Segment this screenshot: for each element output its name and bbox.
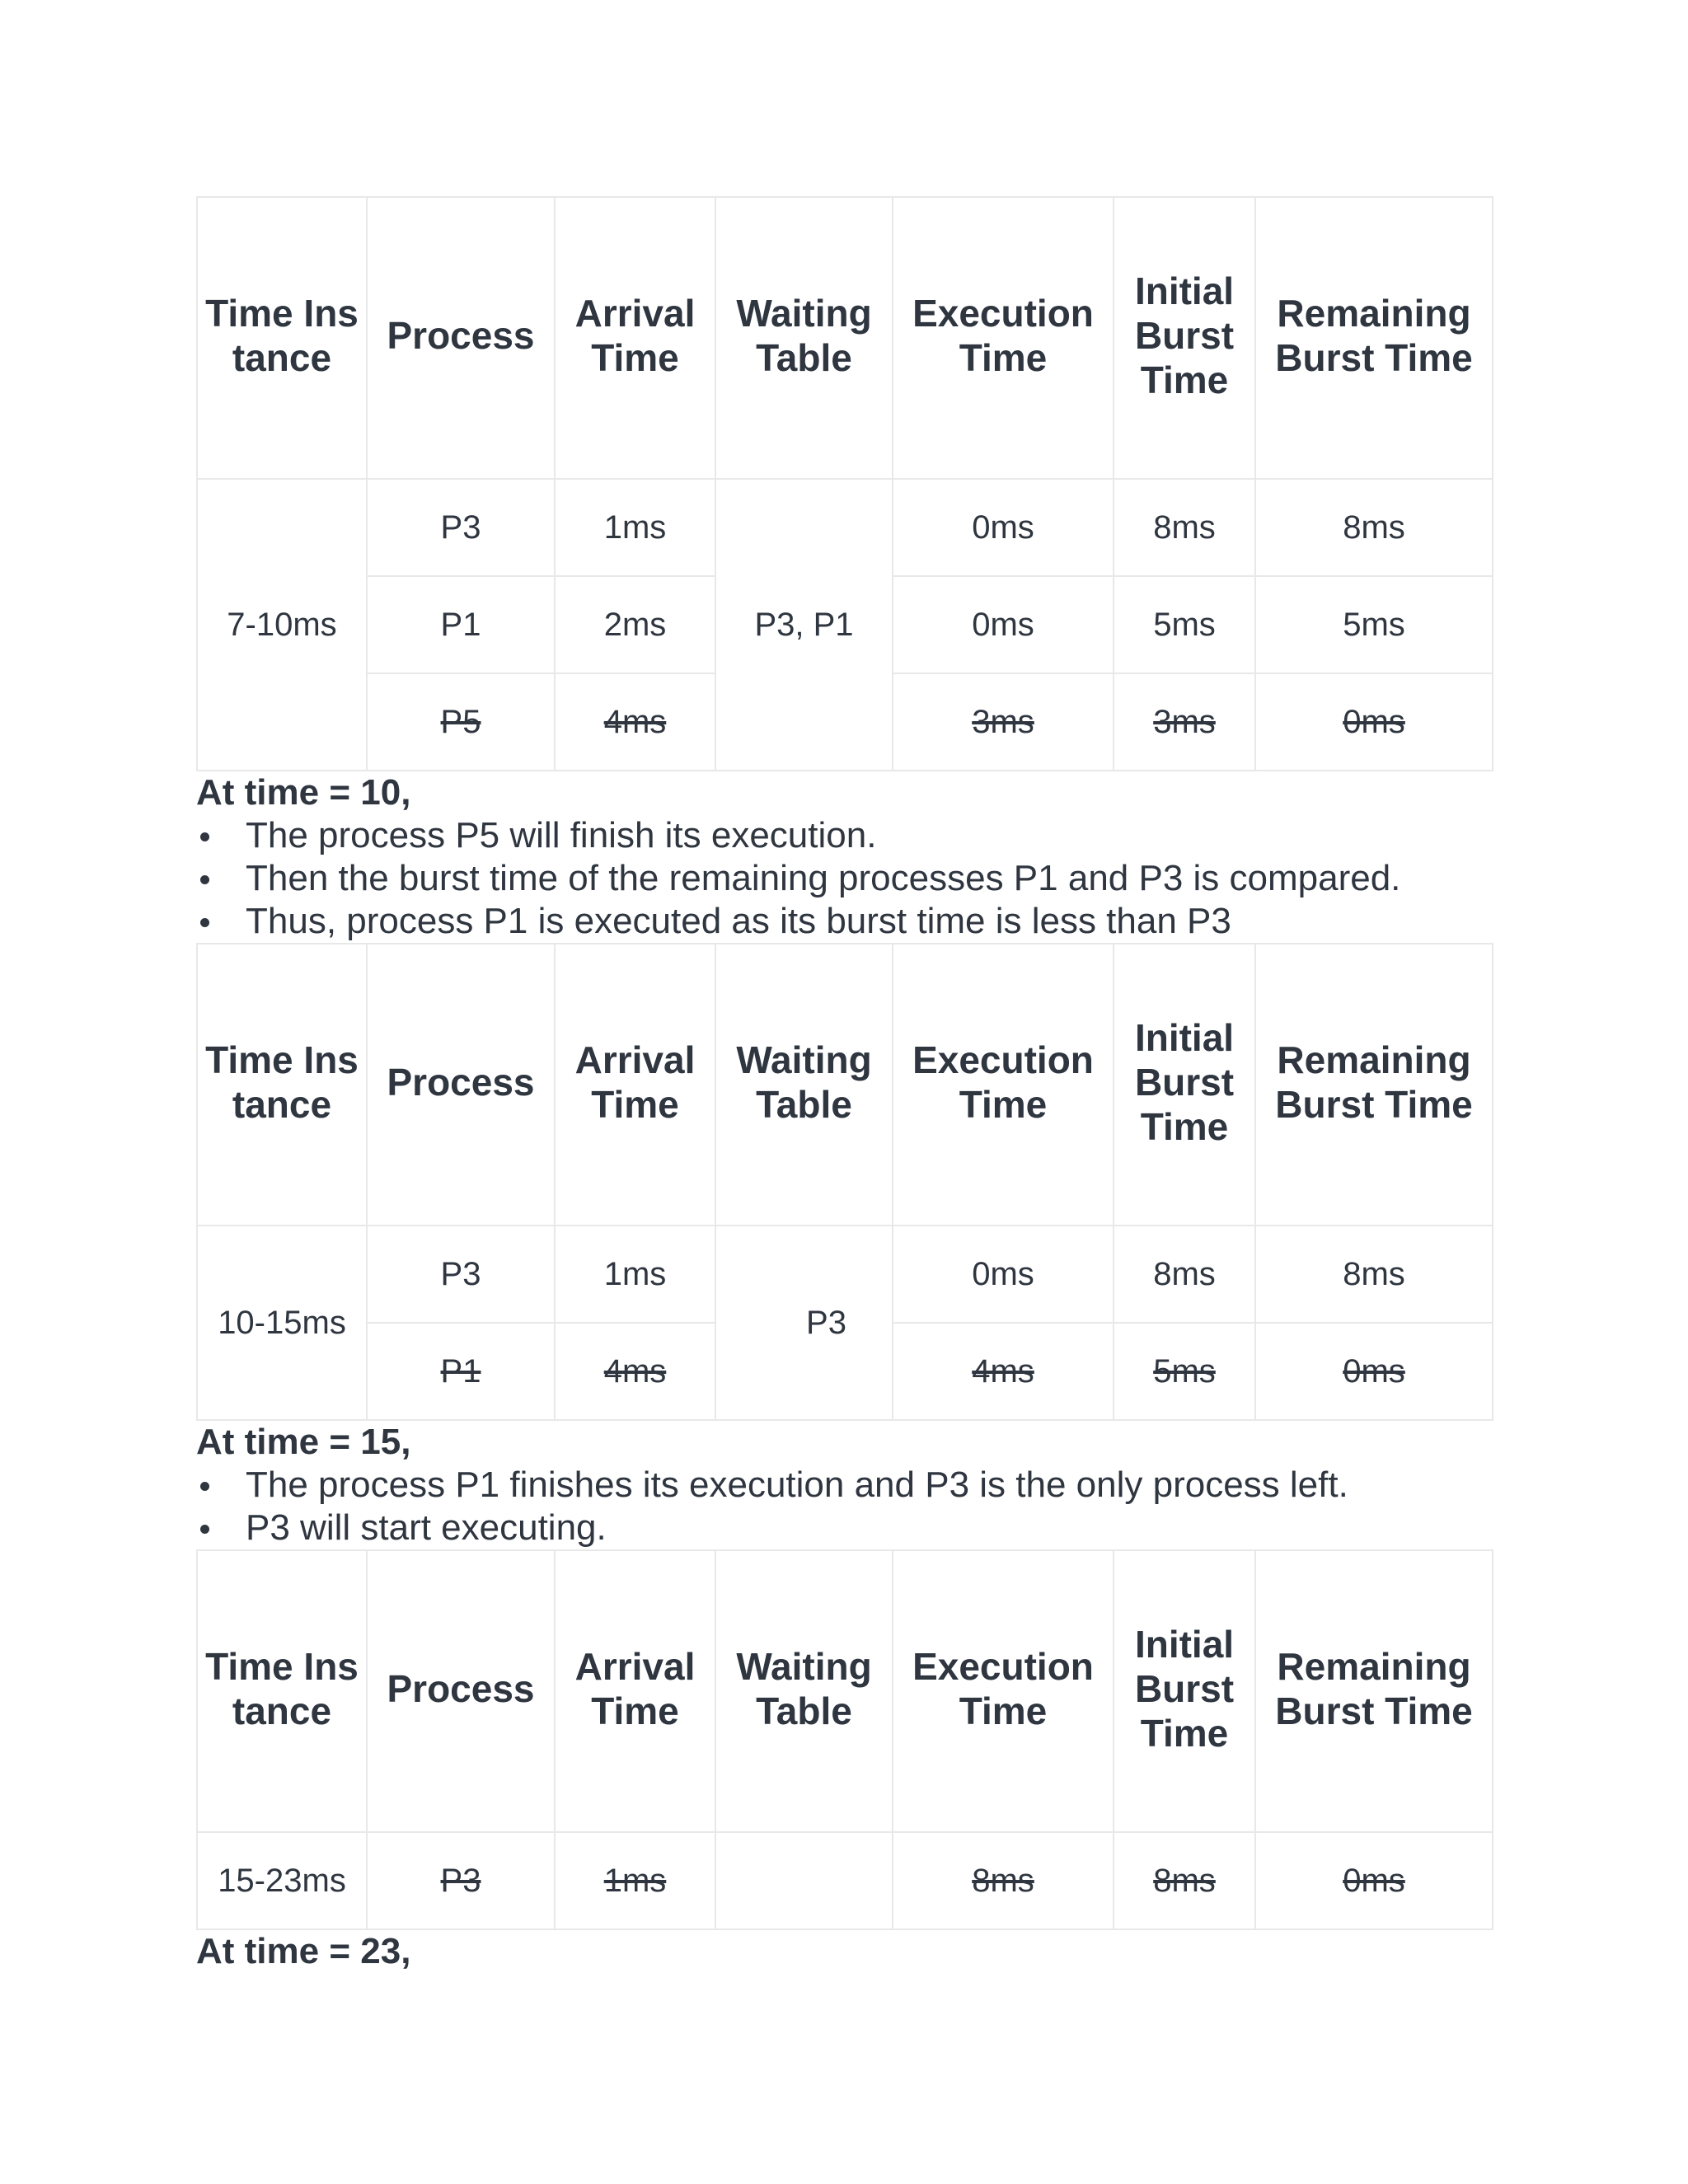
schedule-table-15-23ms (196, 1549, 1493, 1930)
remaining-burst-cell: 0ms (1255, 1832, 1493, 1929)
arrival-cell: 1ms (555, 479, 715, 576)
header-remaining-burst-time: Remaining Burst Time (1255, 1550, 1493, 1832)
initial-burst-cell: 5ms (1114, 576, 1255, 673)
remaining-burst-cell: 5ms (1255, 576, 1493, 673)
initial-burst-cell: 3ms (1114, 673, 1255, 771)
execution-cell: 0ms (893, 479, 1114, 576)
schedule-table-10-15ms (196, 943, 1493, 1421)
notes-list-time-15 (196, 1464, 1492, 1549)
schedule-table-7-10ms (196, 196, 1493, 771)
notes-list-time-10 (196, 814, 1492, 943)
header-initial-burst-time: Initial Burst Time (1114, 1550, 1255, 1832)
remaining-burst-cell: 0ms (1255, 673, 1493, 771)
document-page (196, 196, 1492, 1973)
process-cell: P1 (367, 1323, 555, 1420)
table-row (197, 1226, 1493, 1323)
header-execution-time: Execution Time (893, 197, 1114, 479)
execution-cell: 0ms (893, 576, 1114, 673)
header-process: Process (367, 944, 555, 1226)
section-heading-time-23: At time = 23, (196, 1931, 411, 1971)
list-item: P3 will start executing. (246, 1507, 1492, 1549)
header-waiting-table: Waiting Table (715, 1550, 893, 1832)
header-arrival-time: Arrival Time (555, 197, 715, 479)
arrival-cell: 1ms (555, 1226, 715, 1323)
initial-burst-cell: 8ms (1114, 1226, 1255, 1323)
list-item: The process P1 finishes its execution and P3 is the only process left. (246, 1464, 1492, 1507)
table-header-row (197, 197, 1493, 479)
arrival-cell: 1ms (555, 1832, 715, 1929)
process-cell: P5 (367, 673, 555, 771)
header-arrival-time: Arrival Time (555, 944, 715, 1226)
header-time-instance: Time Instance (197, 197, 367, 479)
initial-burst-cell: 8ms (1114, 1832, 1255, 1929)
header-arrival-time: Arrival Time (555, 1550, 715, 1832)
header-process: Process (367, 197, 555, 479)
execution-cell: 8ms (893, 1832, 1114, 1929)
time-instance-cell: 7-10ms (197, 479, 367, 771)
table-header-row (197, 944, 1493, 1226)
remaining-burst-cell: 0ms (1255, 1323, 1493, 1420)
waiting-table-cell: P3, P1 (715, 479, 893, 771)
time-instance-cell: 15-23ms (197, 1832, 367, 1929)
header-initial-burst-time: Initial Burst Time (1114, 197, 1255, 479)
table-row (197, 479, 1493, 576)
process-cell: P3 (367, 479, 555, 576)
process-cell: P1 (367, 576, 555, 673)
header-waiting-table: Waiting Table (715, 197, 893, 479)
initial-burst-cell: 8ms (1114, 479, 1255, 576)
header-remaining-burst-time: Remaining Burst Time (1255, 197, 1493, 479)
remaining-burst-cell: 8ms (1255, 479, 1493, 576)
waiting-table-cell: P3 (715, 1226, 893, 1420)
initial-burst-cell: 5ms (1114, 1323, 1255, 1420)
arrival-cell: 4ms (555, 673, 715, 771)
execution-cell: 0ms (893, 1226, 1114, 1323)
header-time-instance: Time Instance (197, 1550, 367, 1832)
header-remaining-burst-time: Remaining Burst Time (1255, 944, 1493, 1226)
waiting-table-cell (715, 1832, 893, 1929)
time-instance-cell: 10-15ms (197, 1226, 367, 1420)
arrival-cell: 4ms (555, 1323, 715, 1420)
header-waiting-table: Waiting Table (715, 944, 893, 1226)
process-cell: P3 (367, 1226, 555, 1323)
remaining-burst-cell: 8ms (1255, 1226, 1493, 1323)
list-item: Then the burst time of the remaining processes P1 and P3 is compared. (246, 857, 1492, 900)
header-initial-burst-time: Initial Burst Time (1114, 944, 1255, 1226)
list-item: The process P5 will finish its execution. (246, 814, 1492, 857)
execution-cell: 4ms (893, 1323, 1114, 1420)
header-execution-time: Execution Time (893, 1550, 1114, 1832)
table-row-finished (197, 1832, 1493, 1929)
section-heading-time-10: At time = 10, (196, 772, 411, 813)
execution-cell: 3ms (893, 673, 1114, 771)
process-cell: P3 (367, 1832, 555, 1929)
arrival-cell: 2ms (555, 576, 715, 673)
header-time-instance: Time Instance (197, 944, 367, 1226)
list-item: Thus, process P1 is executed as its burst time is less than P3 (246, 900, 1492, 943)
header-execution-time: Execution Time (893, 944, 1114, 1226)
table-header-row (197, 1550, 1493, 1832)
header-process: Process (367, 1550, 555, 1832)
section-heading-time-15: At time = 15, (196, 1422, 411, 1462)
